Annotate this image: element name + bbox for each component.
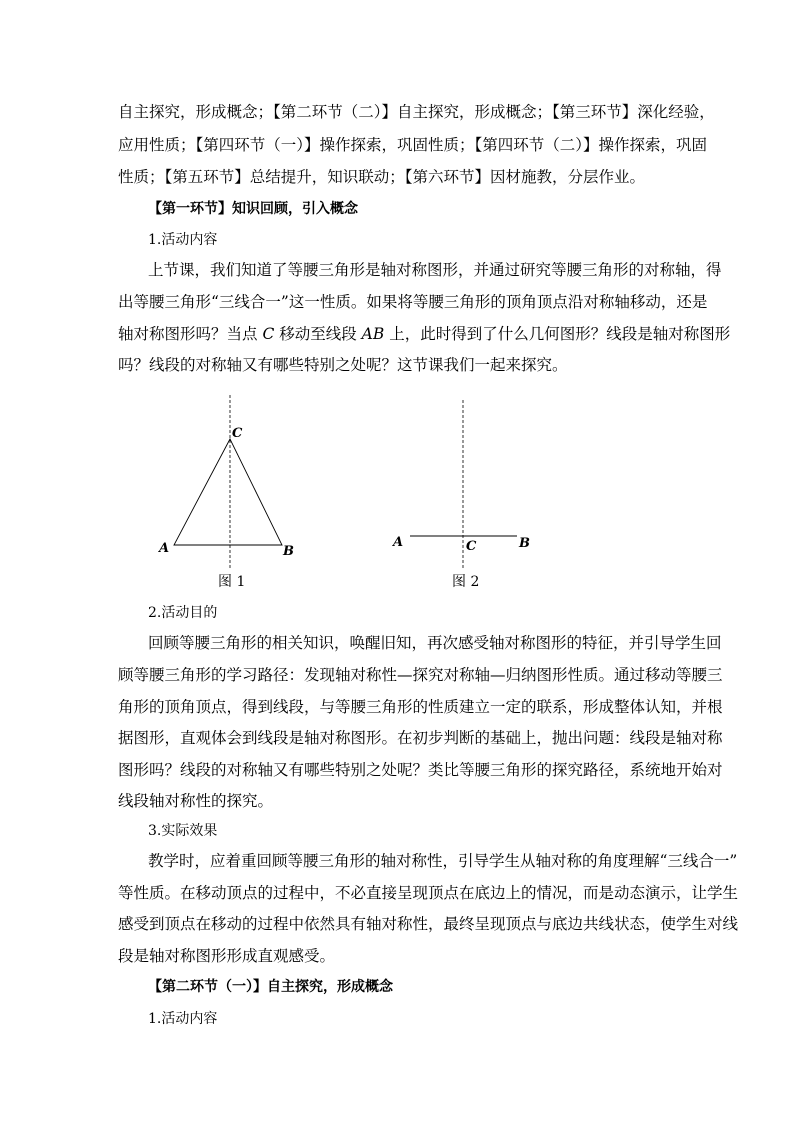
section-2-heading: 【第二环节（一）】自主探究，形成概念: [148, 979, 393, 995]
para-1-line-4: 吗？线段的对称轴又有哪些特别之处呢？这节课我们一起来探究。: [118, 356, 568, 374]
para-3-line-1: 教学时，应着重回顾等腰三角形的轴对称性，引导学生从轴对称的角度理解“三线合一”: [148, 852, 738, 870]
figure-2-segment: [385, 392, 545, 572]
intro-line-3: 性质；【第五环节】总结提升，知识联动；【第六环节】因材施教，分层作业。: [118, 168, 646, 186]
intro-line-1: 自主探究，形成概念；【第二环节（二）】自主探究，形成概念；【第三环节】深化经验，: [118, 103, 715, 121]
section-2-item-1-title: 1.活动内容: [148, 1011, 218, 1027]
point-c-label: C: [262, 325, 275, 343]
figure-2-caption: 图 2: [452, 574, 480, 590]
isosceles-triangle: [174, 439, 282, 545]
para-2-line-6: 线段轴对称性的探究。: [118, 792, 274, 810]
section-1-heading: 【第一环节】知识回顾，引入概念: [148, 201, 358, 217]
figure-1-triangle: [150, 392, 310, 572]
para-3-line-2: 等性质。在移动顶点的过程中，不必直接呈现顶点在底边上的情况，而是动态演示，让学生: [118, 884, 739, 902]
para-1-line-2: 出等腰三角形“三线合一”这一性质。如果将等腰三角形的顶角顶点沿对称轴移动，还是: [118, 293, 708, 311]
para-3-line-3: 感受到顶点在移动的过程中依然具有轴对称性，最终呈现顶点与底边共线状态，使学生对线: [118, 915, 739, 933]
para-2-line-3: 角形的顶角顶点，得到线段，与等腰三角形的性质建立一定的联系，形成整体认知，并根: [118, 698, 723, 716]
fig2-label-b: B: [519, 536, 530, 551]
fig1-label-c: C: [232, 426, 243, 441]
para-2-line-4: 据图形，直观体会到线段是轴对称图形。在初步判断的基础上，抛出问题：线段是轴对称: [118, 729, 723, 747]
fig2-label-a: A: [393, 535, 404, 550]
figure-1-caption: 图 1: [218, 574, 246, 590]
fig1-label-a: A: [159, 541, 170, 556]
para-2-line-1: 回顾等腰三角形的相关知识，唤醒旧知，再次感受轴对称图形的特征，并引导学生回: [148, 634, 722, 652]
fig1-label-b: B: [283, 544, 294, 559]
para-3-line-4: 段是轴对称图形形成直观感受。: [118, 947, 336, 965]
para-2-line-5: 图形吗？线段的对称轴又有哪些特别之处呢？类比等腰三角形的探究路径，系统地开始对: [118, 761, 723, 779]
fig2-label-c: C: [466, 539, 477, 554]
item-1-title: 1.活动内容: [148, 232, 218, 248]
para-1-line-3-part-a: 轴对称图形吗？当点: [118, 325, 263, 343]
para-1-line-3-part-e: 上，此时得到了什么几何图形？线段是轴对称图形: [384, 325, 731, 343]
para-2-line-2: 顾等腰三角形的学习路径：发现轴对称性—探究对称轴—归纳图形性质。通过移动等腰三: [118, 666, 723, 684]
item-2-title: 2.活动目的: [148, 605, 218, 621]
segment-ab-label: AB: [361, 325, 385, 343]
para-1-line-3: [118, 322, 730, 344]
item-3-title: 3.实际效果: [148, 823, 218, 839]
para-1-line-1: 上节课，我们知道了等腰三角形是轴对称图形，并通过研究等腰三角形的对称轴，得: [148, 261, 722, 279]
intro-line-2: 应用性质；【第四环节（一）】操作探索，巩固性质；【第四环节（二）】操作探索，巩固: [118, 136, 708, 154]
para-1-line-3-part-c: 移动至线段: [274, 325, 362, 343]
